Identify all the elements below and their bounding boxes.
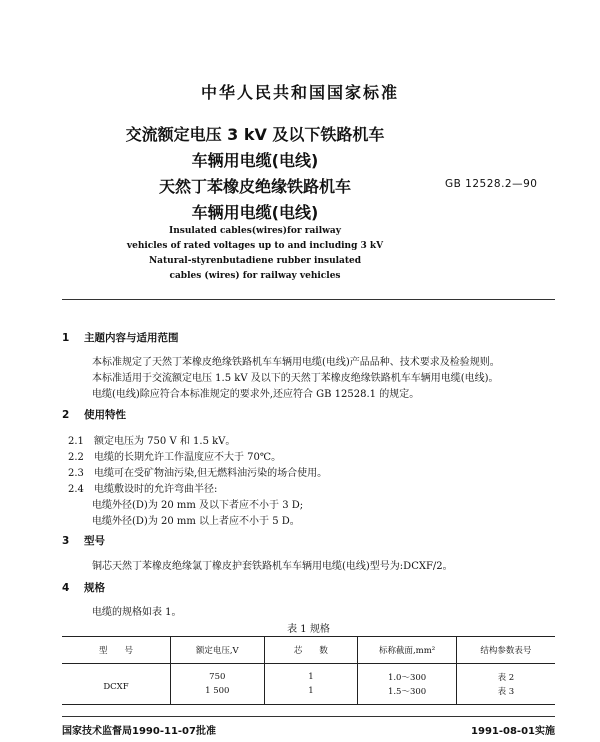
table-cell: 1.0～300 — [358, 664, 457, 685]
section-number: 3 — [62, 535, 70, 547]
sub-paragraph: 电缆外径(D)为 20 mm 及以下者应不小于 3 D; — [92, 500, 304, 511]
section-title: 型号 — [84, 535, 105, 547]
table-header-row — [62, 637, 555, 664]
table-row — [62, 664, 555, 685]
title-line-1: 交流额定电压 3 kV 及以下铁路机车 — [125, 125, 385, 144]
section-title: 规格 — [84, 582, 105, 594]
table-cell: 1 — [264, 664, 358, 685]
implementation-date: 1991-08-01实施 — [471, 726, 555, 737]
table-caption: 表 1 规格 — [287, 624, 330, 635]
column-header: 结构参数表号 — [456, 637, 555, 664]
section-title: 主题内容与适用范围 — [84, 332, 179, 344]
sub-paragraph: 电缆外径(D)为 20 mm 以上者应不小于 5 D。 — [92, 516, 300, 527]
section-1-heading — [62, 330, 179, 345]
gb-number: GB 12528.2—90 — [445, 178, 538, 190]
section-number: 2 — [62, 409, 70, 421]
header-divider — [62, 299, 555, 300]
paragraph: 本标准规定了天然丁苯橡皮绝缘铁路机车车辆用电缆(电线)产品品种、技术要求及检验规则。 — [92, 357, 500, 368]
national-standard-label: 中华人民共和国国家标准 — [200, 83, 399, 102]
english-title-line-2: vehicles of rated voltages up to and including 3 kV — [126, 241, 384, 251]
paragraph: 本标准适用于交流额定电压 1.5 kV 及以下的天然丁苯橡皮绝缘铁路机车车辆用电缆(电线)。 — [92, 373, 499, 384]
column-header: 标称截面,mm² — [358, 637, 457, 664]
column-header: 型 号 — [62, 637, 170, 664]
table-cell: 表 2 — [497, 673, 515, 683]
list-item — [68, 448, 281, 463]
section-2-heading — [62, 407, 126, 422]
footer-divider — [62, 716, 555, 717]
column-header: 芯 数 — [264, 637, 358, 664]
list-item — [68, 480, 217, 495]
table-cell: 1.5～300 — [358, 684, 457, 705]
paragraph: 铜芯天然丁苯橡皮绝缘氯丁橡皮护套铁路机车车辆用电缆(电线)型号为:DCXF/2。 — [92, 561, 453, 572]
section-title: 使用特性 — [84, 409, 126, 421]
paragraph: 电缆的规格如表 1。 — [92, 607, 182, 618]
english-title-line-4: cables (wires) for railway vehicles — [169, 271, 341, 281]
spec-table — [62, 636, 555, 705]
table-cell: 1 500 — [170, 684, 264, 705]
item-text: 额定电压为 750 V 和 1.5 kV。 — [94, 436, 236, 447]
table-cell: 1 — [264, 684, 358, 705]
approval-date: 国家技术监督局1990-11-07批准 — [62, 726, 216, 737]
item-number: 2.1 — [68, 436, 84, 447]
item-text: 电缆的长期允许工作温度应不大于 70℃。 — [94, 452, 282, 463]
section-number: 4 — [62, 582, 70, 594]
item-number: 2.4 — [68, 484, 84, 495]
table-cell: 750 — [170, 664, 264, 685]
title-line-3: 天然丁苯橡皮绝缘铁路机车 — [158, 177, 351, 196]
title-line-4: 车辆用电缆(电线) — [191, 203, 319, 222]
english-title-line-3: Natural-styrenbutadiene rubber insulated — [148, 256, 362, 266]
list-item — [68, 432, 235, 447]
paragraph: 电缆(电线)除应符合本标准规定的要求外,还应符合 GB 12528.1 的规定。 — [92, 389, 420, 400]
section-4-heading — [62, 580, 105, 595]
item-number: 2.3 — [68, 468, 84, 479]
column-header: 额定电压,V — [170, 637, 264, 664]
section-3-heading — [62, 533, 105, 548]
english-title-line-1: Insulated cables(wires)for railway — [169, 226, 341, 236]
table-cell: 表 3 — [456, 684, 555, 705]
section-number: 1 — [62, 332, 70, 344]
item-text: 电缆可在受矿物油污染,但无燃料油污染的场合使用。 — [94, 468, 328, 479]
title-line-2: 车辆用电缆(电线) — [191, 151, 319, 170]
item-number: 2.2 — [68, 452, 84, 463]
list-item — [68, 464, 327, 479]
table-cell-model: DCXF — [62, 664, 170, 705]
item-text: 电缆敷设时的允许弯曲半径: — [94, 484, 218, 495]
